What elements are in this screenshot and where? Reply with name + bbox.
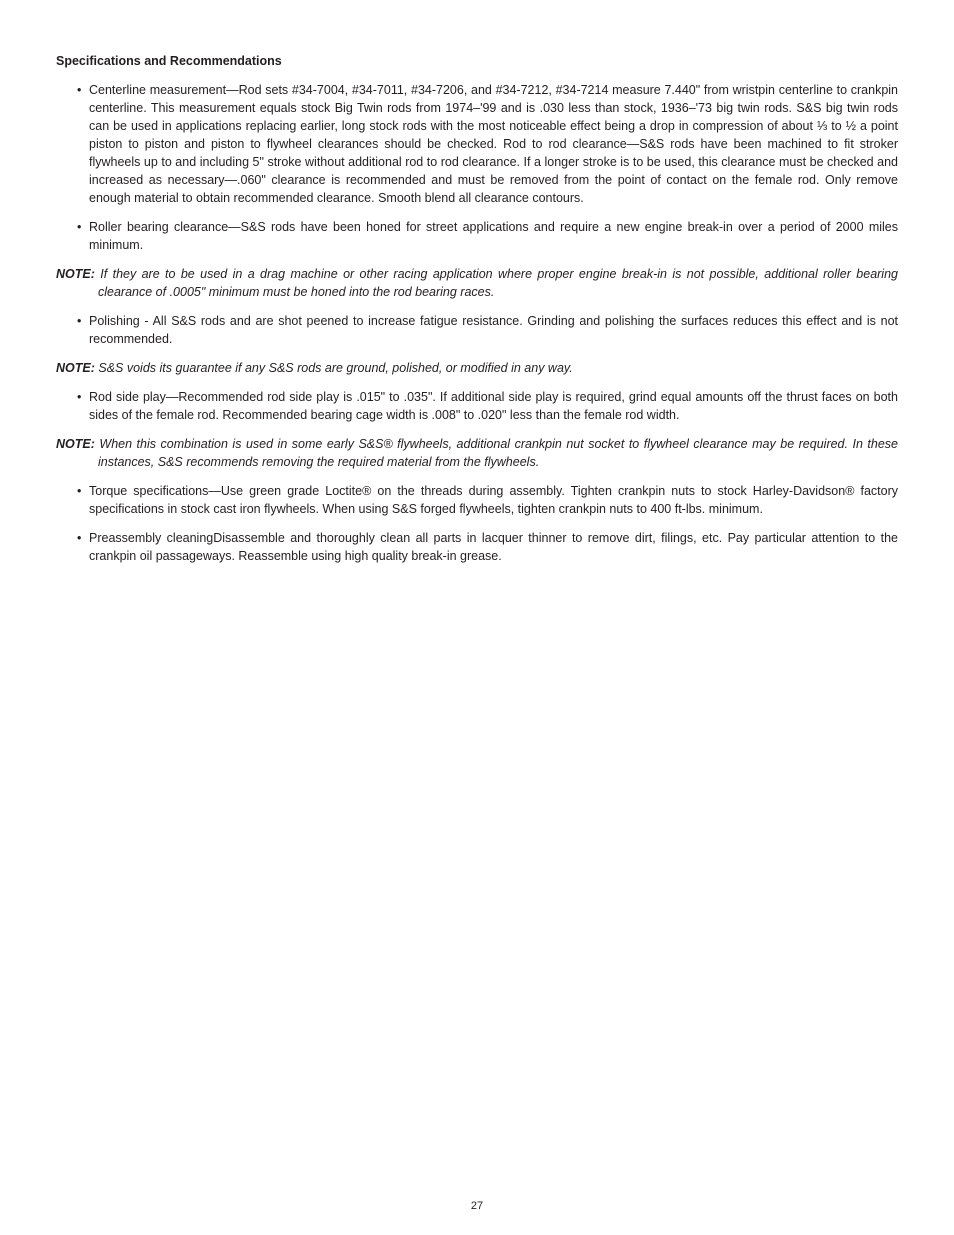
list-item-rod-side-play xyxy=(56,388,898,424)
note-label: NOTE: xyxy=(56,267,95,281)
note-guarantee xyxy=(56,359,898,377)
document-body xyxy=(56,52,898,576)
note-text: S&S voids its guarantee if any S&S rods are ground, polished, or modified in any way. xyxy=(98,361,573,375)
note-text: If they are to be used in a drag machine or other racing application where proper engine break-in is not possible, additional roller bearing clearance of .0005" minimum must be honed into the rod bearing races. xyxy=(98,267,898,299)
list-item-text: Centerline measurement—Rod sets #34-7004, #34-7011, #34-7206, and #34-7212, #34-7214 measure 7.440" from wristpin centerline to crankpin centerline. This measurement equals stock Big Twin rods from 1974–'99 and is .030 less than stock, 1936–'73 big twin rods. S&S big twin rods can be used in applications replacing earlier, long stock rods with the most noticeable effect being a drop in compression of about ⅓ to ½ a point piston to piston and piston to flywheel clearances should be checked. Rod to rod clearance—S&S rods have been machined to fit stroker flywheels up to and including 5" stroke without additional rod to rod clearance. If a longer stroke is to be used, this clearance must be checked and increased as necessary—.060" clearance is recommended and must be removed from the point of contact on the female rod. Only remove enough material to obtain recommended clearance. Smooth blend all clearance contours. xyxy=(89,83,898,205)
list-item-text: Preassembly cleaningDisassemble and thoroughly clean all parts in lacquer thinner to remove dirt, filings, etc. Pay particular attention to the crankpin oil passageways. Reassemble using high quality break-in grease. xyxy=(89,531,898,563)
page-number: 27 xyxy=(470,1200,484,1212)
list-item-torque xyxy=(56,482,898,518)
note-text: When this combination is used in some early S&S® flywheels, additional crankpin nut socket to flywheel clearance may be required. In these instances, S&S recommends removing the required material from the flywheels. xyxy=(98,437,898,469)
list-item-text: Roller bearing clearance—S&S rods have been honed for street applications and require a new engine break-in over a period of 2000 miles minimum. xyxy=(89,220,898,252)
list-item-preassembly xyxy=(56,529,898,565)
section-heading: Specifications and Recommendations xyxy=(56,54,282,68)
note-racing-clearance xyxy=(56,265,898,301)
bullet-marker: • xyxy=(77,83,82,97)
list-item-centerline xyxy=(56,81,898,207)
note-label: NOTE: xyxy=(56,361,95,375)
bullet-marker: • xyxy=(77,484,82,498)
list-item-text: Torque specifications—Use green grade Loctite® on the threads during assembly. Tighten crankpin nuts to stock Harley-Davidson® factory specifications in stock cast iron flywheels. When using S&S forged flywheels, tighten crankpin nuts to 400 ft-lbs. minimum. xyxy=(89,484,898,516)
bullet-marker: • xyxy=(77,531,82,545)
bullet-marker: • xyxy=(77,220,82,234)
list-item-text: Rod side play—Recommended rod side play is .015" to .035". If additional side play is required, grind equal amounts off the thrust faces on both sides of the female rod. Recommended bearing cage width is .008" to .020" less than the female rod width. xyxy=(89,390,898,422)
list-item-text: Polishing - All S&S rods and are shot peened to increase fatigue resistance. Grinding and polishing the surfaces reduces this effect and is not recommended. xyxy=(89,314,898,346)
list-item-polishing xyxy=(56,312,898,348)
note-flywheel-clearance xyxy=(56,435,898,471)
bullet-marker: • xyxy=(77,314,82,328)
note-label: NOTE: xyxy=(56,437,95,451)
bullet-marker: • xyxy=(77,390,82,404)
list-item-roller-bearing xyxy=(56,218,898,254)
